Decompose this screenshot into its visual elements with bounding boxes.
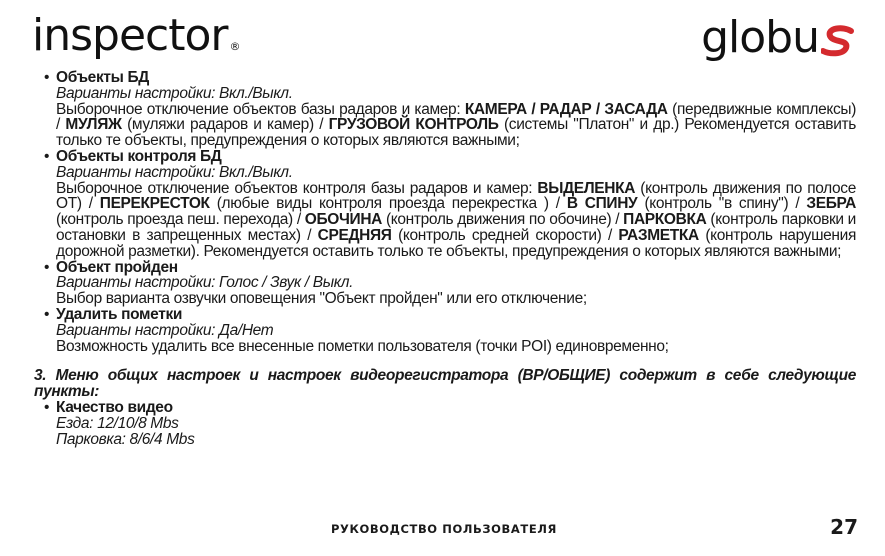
option-keyword: СРЕДНЯЯ — [317, 226, 392, 244]
description-text: (контроль движения по обочине) / — [382, 211, 624, 229]
globus-s-swoosh-icon — [821, 24, 855, 58]
item-description — [56, 102, 856, 149]
option-keyword: В СПИНУ — [566, 195, 638, 213]
item-description — [56, 339, 856, 355]
document-body — [36, 70, 856, 447]
list-item-video-quality — [36, 400, 856, 447]
description-text: Выборочное отключение объектов контроля базы радаров и камер: — [56, 179, 538, 197]
inspector-logo — [32, 10, 240, 61]
globus-logo — [701, 12, 855, 63]
option-keyword: ВЫДЕЛЕНКА — [537, 179, 636, 197]
option-keyword: РАЗМЕТКА — [618, 226, 699, 244]
list-item — [36, 260, 856, 307]
bullet: • — [44, 398, 50, 416]
bullet: • — [44, 258, 50, 276]
description-text: (муляжи радаров и камер) / — [121, 116, 329, 134]
section-3-heading: 3. Меню общих настроек и настроек видеорегистратора (ВР/ОБЩИЕ) содержит в себе следующие пункты: — [34, 367, 856, 401]
description-text: (контроль средней скорости) / — [391, 226, 619, 244]
item-description — [56, 181, 856, 260]
description-text: (контроль нарушения дорожной разметки). Рекомендуется оставить только те объекты, предупреждения о которых являются важными; — [56, 226, 856, 260]
footer-title: РУКОВОДСТВО ПОЛЬЗОВАТЕЛЯ — [331, 522, 557, 536]
item-line: Езда: 12/10/8 Mbs — [56, 414, 179, 432]
item-line: Парковка: 8/6/4 Mbs — [56, 430, 195, 448]
option-keyword: ПАРКОВКА — [623, 211, 707, 229]
list-item — [36, 307, 856, 354]
item-options: Варианты настройки: Да/Нет — [56, 321, 274, 339]
description-text: (контроль "в спину") / — [637, 195, 807, 213]
description-text: (контроль проезда пеш. перехода) / — [56, 211, 305, 229]
option-keyword: ГРУЗОВОЙ КОНТРОЛЬ — [328, 116, 499, 134]
description-text: (системы "Платон" и др.) Рекомендуется оставить только те объекты, предупреждения о которых являются важными; — [56, 116, 856, 150]
page-number: 27 — [830, 515, 858, 539]
item-options: Варианты настройки: Вкл./Выкл. — [56, 84, 293, 102]
description-text: (любые виды контроля проезда перекрестка ) / — [209, 195, 567, 213]
globus-logo-text: globu — [701, 12, 819, 63]
item-title: Объект пройден — [56, 258, 178, 276]
description-text: (контроль движения по полосе ОТ) / — [56, 179, 856, 213]
bullet: • — [44, 305, 50, 323]
option-keyword: ОБОЧИНА — [304, 211, 383, 229]
list-item — [36, 149, 856, 260]
inspector-logo-text: inspector — [32, 10, 228, 61]
description-text: Возможность удалить все внесенные пометки пользователя (точки POI) единовременно; — [56, 337, 669, 355]
item-title: Объекты контроля БД — [56, 147, 222, 165]
item-title: Удалить пометки — [56, 305, 183, 323]
item-description — [56, 291, 856, 307]
description-text: (контроль парковки и остановки в запрещенных местах) / — [56, 211, 856, 244]
item-title: Объекты БД — [56, 69, 149, 86]
item-options: Варианты настройки: Голос / Звук / Выкл. — [56, 274, 354, 292]
option-keyword: КАМЕРА / РАДАР / ЗАСАДА — [464, 100, 668, 118]
settings-list — [36, 70, 856, 354]
item-options: Варианты настройки: Вкл./Выкл. — [56, 163, 293, 181]
item-title: Качество видео — [56, 398, 173, 416]
option-keyword: ЗЕБРА — [806, 195, 856, 213]
registered-mark: ® — [229, 40, 240, 53]
bullet: • — [44, 147, 50, 165]
list-item — [36, 70, 856, 149]
description-text: Выбор варианта озвучки оповещения "Объект пройден" или его отключение; — [56, 290, 587, 308]
option-keyword: МУЛЯЖ — [65, 116, 122, 134]
description-text: Выборочное отключение объектов базы радаров и камер: — [56, 100, 465, 118]
option-keyword: ПЕРЕКРЕСТОК — [99, 195, 210, 213]
bullet: • — [44, 69, 50, 86]
description-text: (передвижные комплексы) / — [56, 100, 857, 134]
